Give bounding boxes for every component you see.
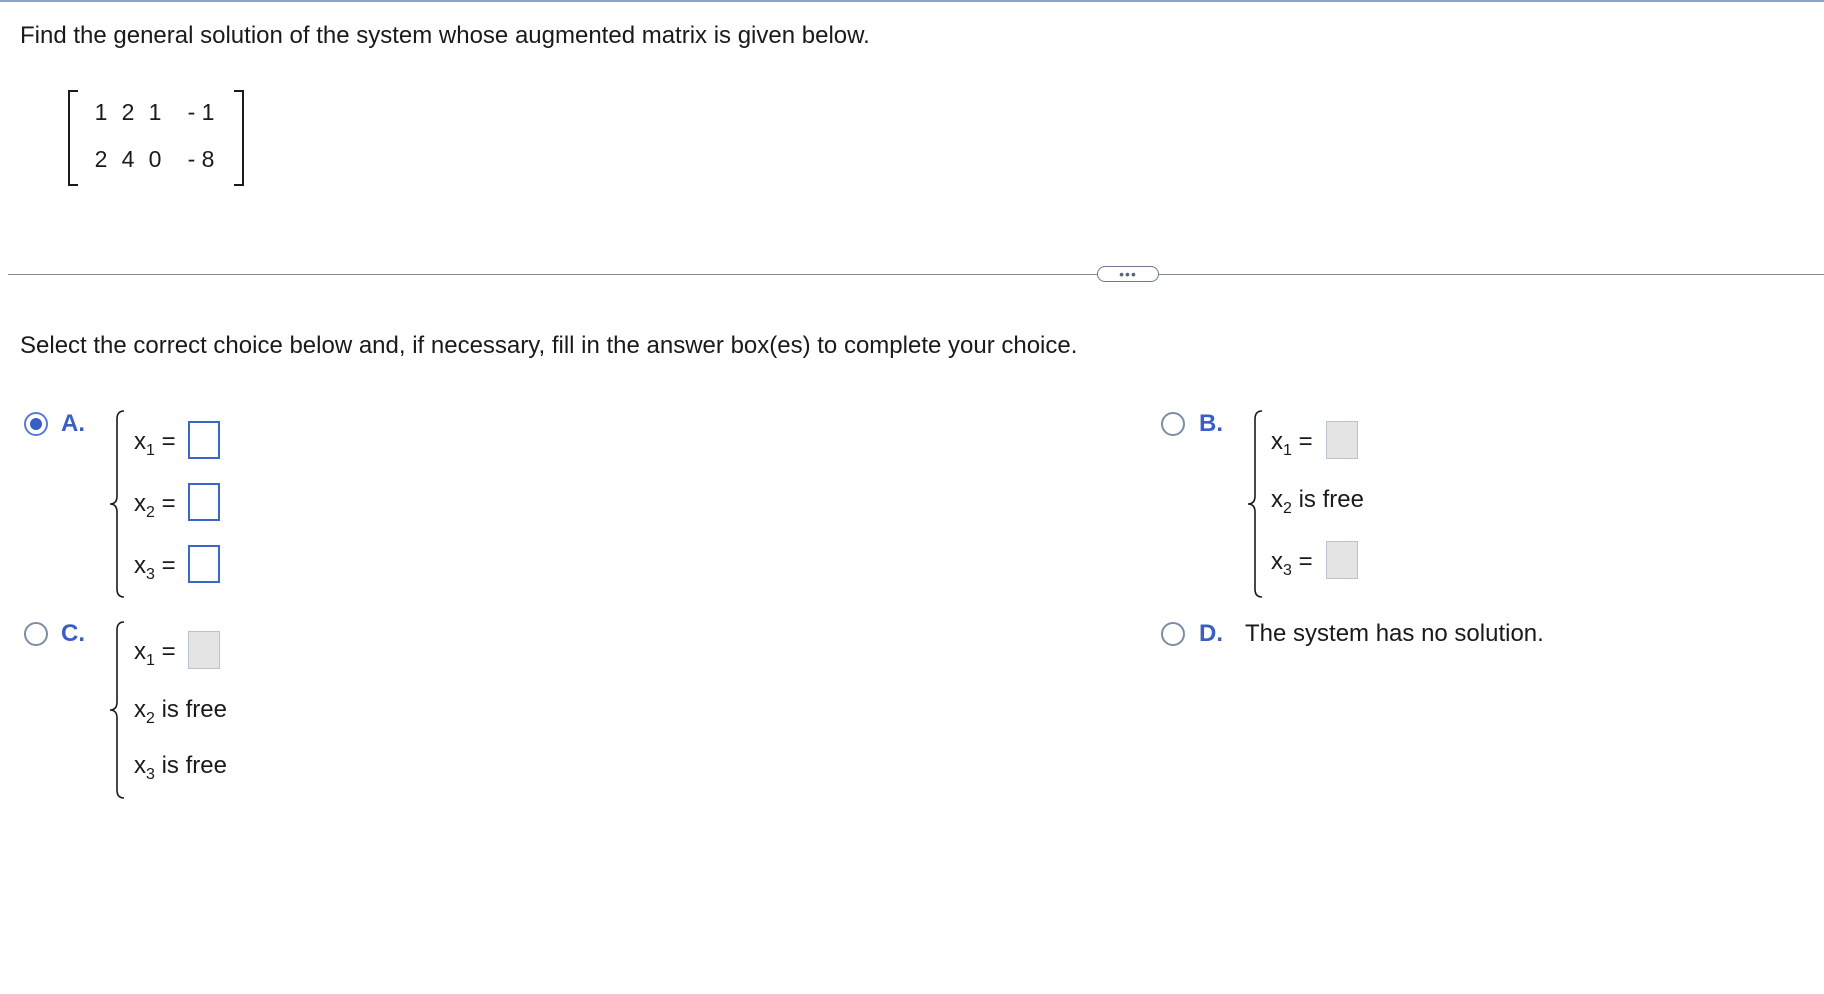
choice-b-x1-label: $x_1$ = xyxy=(1271,428,1313,459)
choice-a-letter: A. xyxy=(61,410,85,437)
choice-c-x2-label: $x_2$ is free xyxy=(134,696,227,727)
choice-d-letter: D. xyxy=(1199,620,1223,647)
more-button[interactable]: ••• xyxy=(1097,266,1159,282)
matrix-cell: 1 xyxy=(148,99,162,125)
choice-a-x2-input[interactable] xyxy=(188,483,220,521)
choice-c-brace xyxy=(108,620,128,800)
augmented-matrix xyxy=(68,90,244,182)
choice-b-letter: B. xyxy=(1199,410,1223,437)
matrix-cell: 2 xyxy=(121,99,135,125)
choice-d-radio[interactable] xyxy=(1161,622,1185,646)
choice-b-x3-label: $x_3$ = xyxy=(1271,548,1313,579)
matrix-right-bracket xyxy=(234,90,244,186)
choice-c-letter: C. xyxy=(61,620,85,647)
choice-b-brace xyxy=(1246,409,1266,599)
choice-c-x1-label: $x_1$ = xyxy=(134,638,176,669)
matrix-left-bracket xyxy=(68,90,78,186)
choice-b-x1-input[interactable] xyxy=(1326,421,1358,459)
choice-a-brace xyxy=(108,409,128,599)
choice-b-x2-label: $x_2$ is free xyxy=(1271,486,1364,517)
choice-a-radio[interactable] xyxy=(24,412,48,436)
matrix-cell: 2 xyxy=(94,146,108,172)
question-text: Find the general solution of the system whose augmented matrix is given below. xyxy=(20,22,870,49)
choice-c-x1-input[interactable] xyxy=(188,631,220,669)
choice-d-text: The system has no solution. xyxy=(1245,620,1544,647)
choice-c-x3-label: $x_3$ is free xyxy=(134,752,227,783)
matrix-cell: 1 xyxy=(94,99,108,125)
top-border xyxy=(0,0,1824,2)
choice-b-radio[interactable] xyxy=(1161,412,1185,436)
choice-a-x2-label: $x_2$ = xyxy=(134,490,176,521)
choice-a-x3-input[interactable] xyxy=(188,545,220,583)
choice-a-x1-label: $x_1$ = xyxy=(134,428,176,459)
section-divider xyxy=(8,274,1824,275)
choice-c-radio[interactable] xyxy=(24,622,48,646)
choice-a-x3-label: $x_3$ = xyxy=(134,552,176,583)
radio-selected-dot xyxy=(30,418,42,430)
matrix-cell: - 1 xyxy=(187,99,215,125)
matrix-cell: - 8 xyxy=(187,146,215,172)
choice-b-x3-input[interactable] xyxy=(1326,541,1358,579)
choice-a-x1-input[interactable] xyxy=(188,421,220,459)
matrix-cell: 0 xyxy=(148,146,162,172)
matrix-cell: 4 xyxy=(121,146,135,172)
instruction-text: Select the correct choice below and, if necessary, fill in the answer box(es) to complete your choice. xyxy=(20,332,1078,359)
